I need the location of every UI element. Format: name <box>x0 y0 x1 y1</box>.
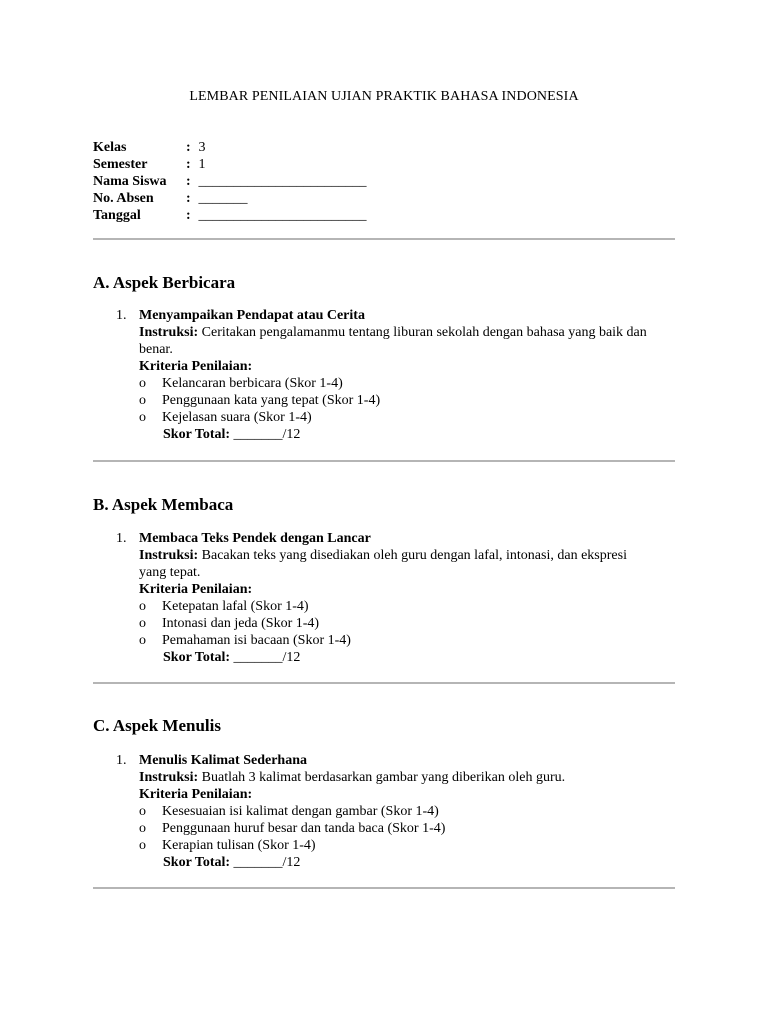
bullet: o <box>139 376 146 391</box>
student-info <box>93 139 367 224</box>
score-total-label: Skor Total: <box>163 855 231 870</box>
item-number: 1. <box>116 308 127 323</box>
score-total-label: Skor Total: <box>163 427 231 442</box>
assessment-item-menulis <box>116 752 676 871</box>
criteria-text: Ketepatan lafal (Skor 1-4) <box>162 599 309 614</box>
criteria-text: Kerapian tulisan (Skor 1-4) <box>162 838 316 853</box>
divider <box>93 682 675 684</box>
divider <box>93 887 675 889</box>
info-colon: : <box>186 157 191 172</box>
instruction-label: Instruksi: <box>139 325 199 340</box>
criteria-item <box>139 632 676 649</box>
info-value-blank: ________________________ <box>195 208 367 223</box>
instruction-text: Ceritakan pengalamanmu tentang liburan sekolah dengan bahasa yang baik dan benar. <box>139 325 647 357</box>
section-heading-berbicara: A. Aspek Berbicara <box>93 273 236 292</box>
info-colon: : <box>186 191 191 206</box>
info-colon: : <box>186 140 191 155</box>
score-total-value: _______/12 <box>230 427 301 442</box>
criteria-text: Pemahaman isi bacaan (Skor 1-4) <box>162 633 351 648</box>
criteria-label: Kriteria Penilaian: <box>139 359 253 374</box>
instruction <box>139 547 676 581</box>
info-row-no-absen <box>93 190 367 207</box>
criteria-item <box>139 392 676 409</box>
instruction <box>139 324 676 358</box>
instruction-label: Instruksi: <box>139 770 199 785</box>
criteria-item <box>139 598 676 615</box>
item-title: Menyampaikan Pendapat atau Cerita <box>139 308 365 323</box>
criteria-text: Penggunaan kata yang tepat (Skor 1-4) <box>162 393 381 408</box>
info-row-semester <box>93 156 367 173</box>
item-title: Membaca Teks Pendek dengan Lancar <box>139 531 371 546</box>
criteria-list <box>139 375 676 426</box>
info-label: Kelas <box>93 140 127 155</box>
info-row-nama-siswa <box>93 173 367 190</box>
instruction-text: Buatlah 3 kalimat berdasarkan gambar yang diberikan oleh guru. <box>198 770 566 785</box>
bullet: o <box>139 393 146 408</box>
bullet: o <box>139 821 146 836</box>
item-number: 1. <box>116 753 127 768</box>
info-label: Nama Siswa <box>93 174 167 189</box>
score-total <box>116 854 676 871</box>
criteria-text: Penggunaan huruf besar dan tanda baca (Skor 1-4) <box>162 821 446 836</box>
section-heading-membaca: B. Aspek Membaca <box>93 495 234 514</box>
info-value-blank: _______ <box>195 191 248 206</box>
bullet: o <box>139 633 146 648</box>
bullet: o <box>139 410 146 425</box>
info-label: No. Absen <box>93 191 154 206</box>
info-row-tanggal <box>93 207 367 224</box>
assessment-item-membaca <box>116 530 676 666</box>
bullet: o <box>139 804 146 819</box>
bullet: o <box>139 616 146 631</box>
criteria-item <box>139 803 676 820</box>
instruction-label: Instruksi: <box>139 548 199 563</box>
criteria-item <box>139 837 676 854</box>
document-title: LEMBAR PENILAIAN UJIAN PRAKTIK BAHASA INDONESIA <box>189 89 579 104</box>
instruction <box>139 769 676 786</box>
divider <box>93 460 675 462</box>
criteria-item <box>139 615 676 632</box>
criteria-list <box>139 803 676 854</box>
info-value-blank: ________________________ <box>195 174 367 189</box>
criteria-label: Kriteria Penilaian: <box>139 582 253 597</box>
item-number: 1. <box>116 531 127 546</box>
score-total <box>116 649 676 666</box>
assessment-item-berbicara <box>116 307 676 443</box>
info-row-kelas <box>93 139 367 156</box>
info-label: Tanggal <box>93 208 141 223</box>
criteria-item <box>139 375 676 392</box>
info-colon: : <box>186 208 191 223</box>
criteria-text: Kejelasan suara (Skor 1-4) <box>162 410 312 425</box>
score-total-value: _______/12 <box>230 855 301 870</box>
score-total-value: _______/12 <box>230 650 301 665</box>
info-value: 3 <box>195 140 206 155</box>
criteria-text: Intonasi dan jeda (Skor 1-4) <box>162 616 320 631</box>
criteria-text: Kesesuaian isi kalimat dengan gambar (Skor 1-4) <box>162 804 439 819</box>
criteria-text: Kelancaran berbicara (Skor 1-4) <box>162 376 343 391</box>
bullet: o <box>139 599 146 614</box>
criteria-list <box>139 598 676 649</box>
criteria-label: Kriteria Penilaian: <box>139 787 253 802</box>
instruction-text: Bacakan teks yang disediakan oleh guru dengan lafal, intonasi, dan ekspresi yang tepat. <box>139 548 627 580</box>
divider <box>93 238 675 240</box>
info-colon: : <box>186 174 191 189</box>
criteria-item <box>139 409 676 426</box>
info-label: Semester <box>93 157 148 172</box>
info-value: 1 <box>195 157 206 172</box>
item-title: Menulis Kalimat Sederhana <box>139 753 308 768</box>
criteria-item <box>139 820 676 837</box>
score-total-label: Skor Total: <box>163 650 231 665</box>
bullet: o <box>139 838 146 853</box>
section-heading-menulis: C. Aspek Menulis <box>93 716 221 735</box>
score-total <box>116 426 676 443</box>
